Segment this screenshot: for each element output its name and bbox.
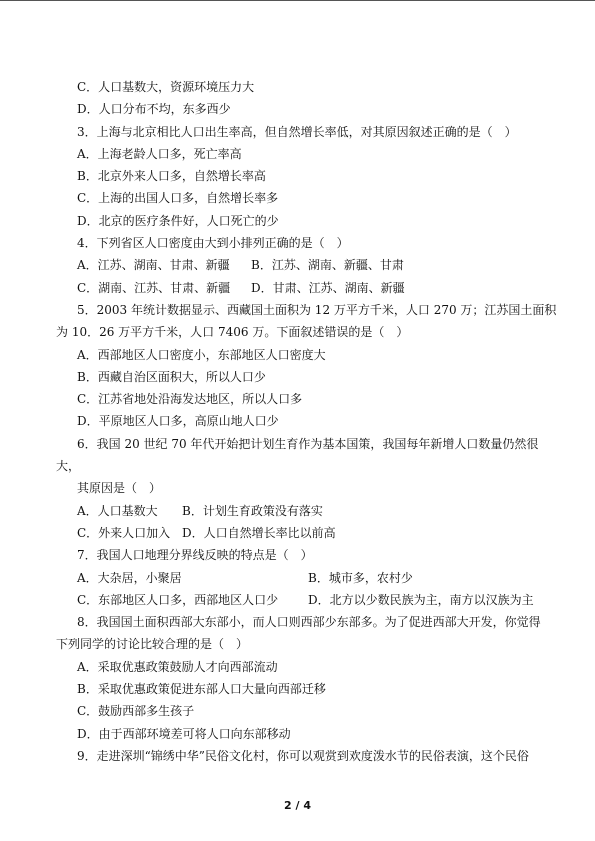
question-5: 5．2003 年统计数据显示、西藏国土面积为 12 万平方千米，人口 270 万；江苏国土面积 [77,302,557,317]
q7-option-row [56,567,546,589]
option-line: C．上海的出国人口多，自然增长率多 [77,191,279,206]
option-line: A．西部地区人口密度小，东部地区人口密度大 [77,347,326,362]
q6-option-c: C．外来人口加入 [77,525,171,540]
q6-option-d: D．人口自然增长率比以前高 [182,525,336,540]
question-7: 7．我国人口地理分界线反映的特点是（ ） [77,548,313,563]
q4-option-a: A．江苏、湖南、甘肃、新疆 [77,258,230,273]
q4-option-c: C．湖南、江苏、甘肃、新疆 [77,280,231,295]
question-8-cont: 下列同学的讨论比较合理的是（ ） [56,637,249,652]
q6-option-row [56,522,546,544]
option-line: D．由于西部环境差可将人口向东部移动 [77,726,291,741]
question-8: 8．我国国土面积西部大东部小，而人口则西部少东部多。为了促进西部大开发，你觉得 [77,615,541,630]
q7-option-a: A．大杂居，小聚居 [77,570,182,585]
question-9: 9．走进深圳“锦绣中华”民俗文化村，你可以观赏到欢度泼水节的民俗表演，这个民俗 [77,748,529,763]
q6-option-a: A．人口基数大 [77,503,158,518]
option-line: C．江苏省地处沿海发达地区，所以人口多 [77,392,303,407]
question-5-cont: 为 10．26 万平方千米，人口 7406 万。下面叙述错误的是（ ） [56,325,409,340]
option-line: D．北京的医疗条件好，人口死亡的少 [77,213,279,228]
q7-option-c: C．东部地区人口多，西部地区人口少 [77,592,279,607]
option-line: D．平原地区人口多，高原山地人口少 [77,414,279,429]
option-line: C．人口基数大，资源环境压力大 [77,80,255,94]
page-number: 2 / 4 [284,799,311,812]
question-4: 4．下列省区人口密度由大到小排列正确的是（ ） [77,236,349,251]
q7-option-b: B．城市多，农村少 [308,570,413,585]
document-body [56,76,557,767]
option-line: B．北京外来人口多，自然增长率高 [77,169,266,184]
q7-option-d: D．北方以少数民族为主，南方以汉族为主 [308,592,534,607]
question-6-prompt: 其原因是（ ） [77,481,162,496]
q4-option-row [56,254,546,276]
q6-option-row [56,500,546,522]
option-line: C．鼓励西部多生孩子 [77,704,195,719]
question-6-cont: 大， [56,459,81,474]
q4-option-d: D．甘肃、江苏、湖南、新疆 [251,280,405,295]
option-line: A．采取优惠政策鼓励人才向西部流动 [77,659,278,674]
q6-option-b: B．计划生育政策没有落实 [182,503,323,518]
q4-option-row [56,277,546,299]
question-3: 3．上海与北京相比人口出生率高，但自然增长率低，对其原因叙述正确的是（ ） [77,124,517,139]
header-rule [0,0,595,1]
question-6: 6．我国 20 世纪 70 年代开始把计划生育作为基本国策，我国每年新增人口数量仍然很 [77,436,539,451]
option-line: B．西藏自治区面积大，所以人口少 [77,369,266,384]
q7-option-row [56,589,546,611]
option-line: D．人口分布不均，东多西少 [77,102,231,117]
q4-option-b: B．江苏、湖南、新疆、甘肃 [251,258,404,273]
option-line: A．上海老龄人口多，死亡率高 [77,146,242,161]
option-line: B．采取优惠政策促进东部人口大量向西部迁移 [77,682,326,697]
